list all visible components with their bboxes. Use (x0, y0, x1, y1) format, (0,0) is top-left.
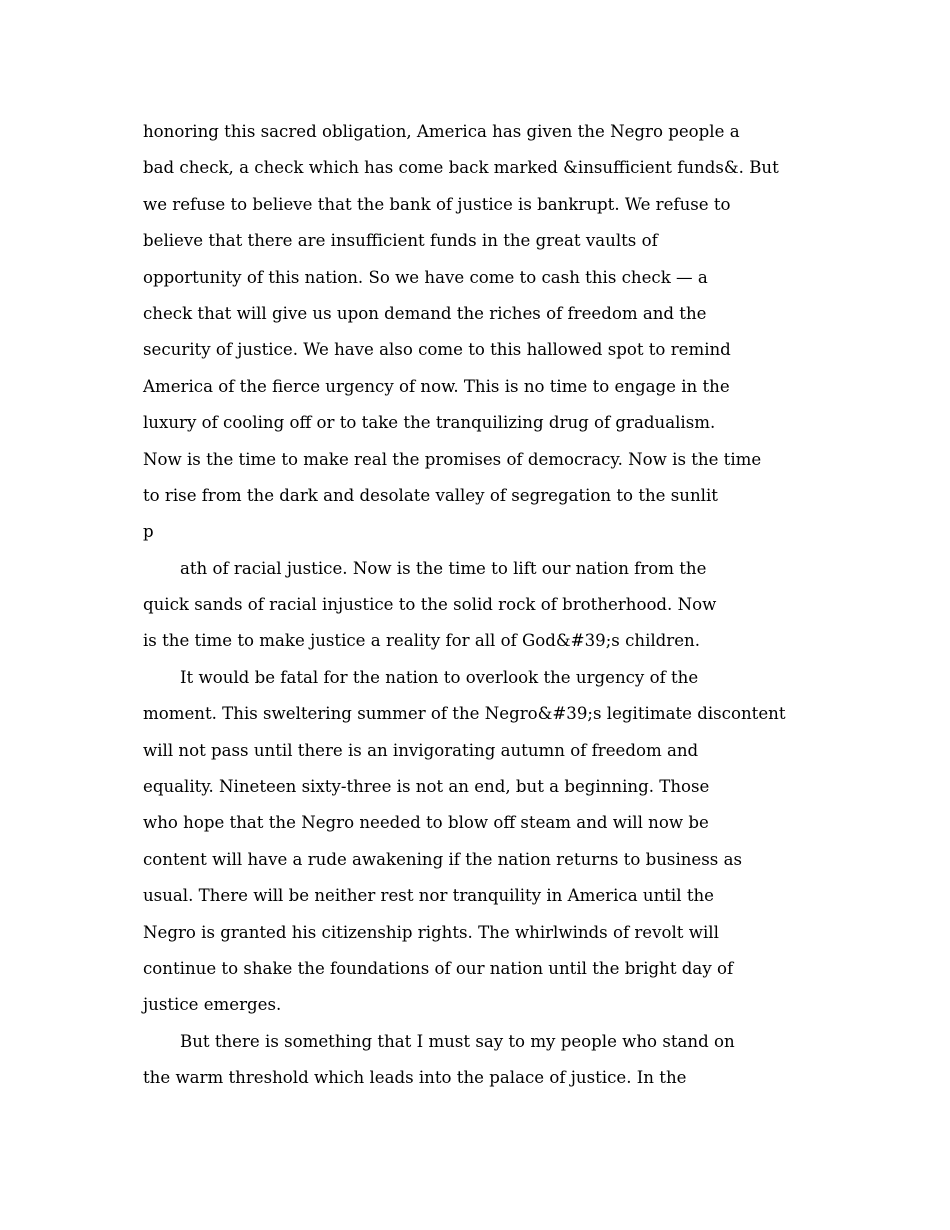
text-line: moment. This sweltering summer of the Negro&#39;s legitimate discontent (143, 704, 786, 724)
paragraph-start-line: It would be fatal for the nation to overlook the urgency of the (180, 667, 699, 687)
text-line: honoring this sacred obligation, America has given the Negro people a (143, 122, 740, 141)
text-line: who hope that the Negro needed to blow off steam and will now be (143, 813, 709, 833)
text-line: to rise from the dark and desolate valley of segregation to the sunlit (143, 485, 718, 505)
text-line: usual. There will be neither rest nor tranquility in America until the (143, 886, 714, 906)
paragraph-start-line: ath of racial justice. Now is the time to lift our nation from the (180, 558, 707, 578)
text-line: opportunity of this nation. So we have come to cash this check — a (143, 267, 708, 287)
text-line: justice emerges. (143, 995, 282, 1015)
text-line: America of the fierce urgency of now. This is no time to engage in the (143, 376, 730, 396)
text-line: bad check, a check which has come back marked &insufficient funds&. But (143, 158, 779, 178)
text-line: security of justice. We have also come to this hallowed spot to remind (143, 340, 731, 360)
text-line: will not pass until there is an invigorating autumn of freedom and (143, 740, 699, 760)
paragraph-start-line: But there is something that I must say to my people who stand on (180, 1031, 735, 1051)
text-line: Negro is granted his citizenship rights. The whirlwinds of revolt will (143, 922, 719, 942)
text-line: equality. Nineteen sixty-three is not an end, but a beginning. Those (143, 777, 710, 797)
text-line: we refuse to believe that the bank of justice is bankrupt. We refuse to (143, 194, 731, 214)
text-line: content will have a rude awakening if the nation returns to business as (143, 849, 742, 869)
text-line: is the time to make justice a reality for all of God&#39;s children. (143, 631, 701, 651)
text-line: luxury of cooling off or to take the tranquilizing drug of gradualism. (143, 413, 716, 433)
text-line: p (143, 522, 154, 542)
body-text (143, 114, 823, 1097)
text-line: believe that there are insufficient funds in the great vaults of (143, 231, 658, 251)
text-line: check that will give us upon demand the riches of freedom and the (143, 303, 707, 323)
text-line: quick sands of racial injustice to the solid rock of brotherhood. Now (143, 595, 717, 615)
text-line: continue to shake the foundations of our nation until the bright day of (143, 958, 734, 978)
text-line: Now is the time to make real the promises of democracy. Now is the time (143, 449, 762, 469)
text-line: the warm threshold which leads into the palace of justice. In the (143, 1068, 687, 1088)
